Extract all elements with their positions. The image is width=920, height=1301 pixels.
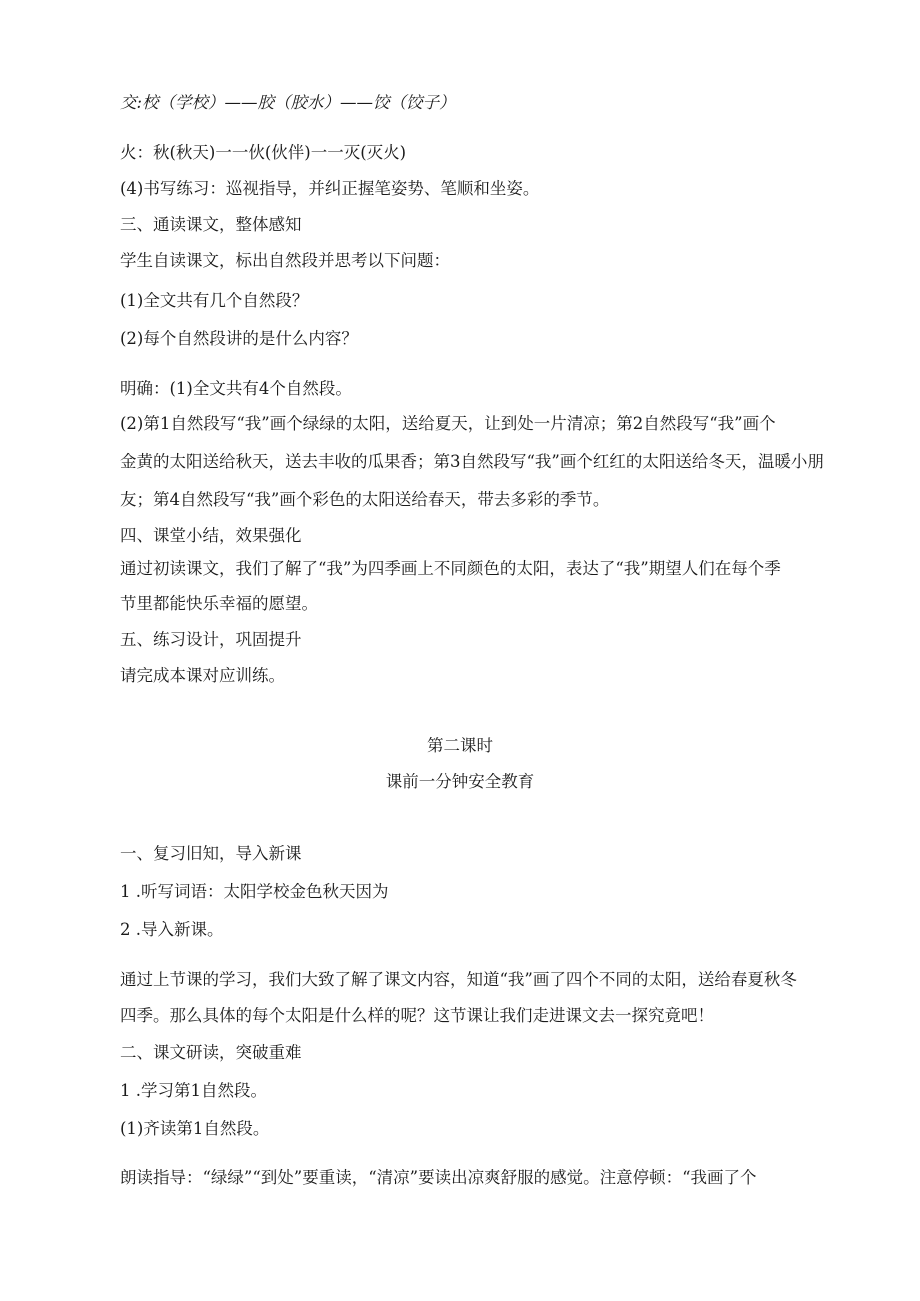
summary-line-2: 节里都能快乐幸福的愿望。 xyxy=(120,594,318,613)
answer-1: 明确：(1)全文共有4个自然段。 xyxy=(120,379,352,398)
section-heading-2: 二、课文研读，突破重难 xyxy=(120,1043,302,1062)
lesson-subtitle: 课前一分钟安全教育 xyxy=(385,772,535,791)
section-heading-5: 五、练习设计，巩固提升 xyxy=(120,630,302,649)
list-item-1: 1 .听写词语：太阳学校金色秋天因为 xyxy=(120,882,389,901)
intro-line-1: 通过上节课的学习，我们大致了解了课文内容，知道“我”画了四个不同的太阳，送给春夏秋冬 xyxy=(120,970,797,989)
word-family-jiao: 交:校（学校）——胶（胶水）——饺（饺子） xyxy=(120,93,456,112)
paragraph: 学生自读课文，标出自然段并思考以下问题： xyxy=(120,251,450,270)
lesson-title: 第二课时 xyxy=(427,736,493,755)
list-item-2: 2 .导入新课。 xyxy=(120,920,224,939)
summary-line-1: 通过初读课文，我们了解了“我”为四季画上不同颜色的太阳，表达了“我”期望人们在每个季 xyxy=(120,559,781,578)
question-1: (1)全文共有几个自然段？ xyxy=(120,291,309,310)
answer-2-line-3: 友；第4自然段写“我”画个彩色的太阳送给春天，带去多彩的季节。 xyxy=(120,490,610,509)
intro-line-2: 四季。那么具体的每个太阳是什么样的呢？这节课让我们走进课文去一探究竟吧！ xyxy=(120,1006,714,1025)
list-item-1: 1 .学习第1自然段。 xyxy=(120,1081,267,1100)
writing-practice-step: (4)书写练习：巡视指导，并纠正握笔姿势、笔顺和坐姿。 xyxy=(120,179,540,198)
question-2: (2)每个自然段讲的是什么内容？ xyxy=(120,329,358,348)
section-heading-3: 三、通读课文，整体感知 xyxy=(120,215,302,234)
answer-2-line-2: 金黄的太阳送给秋天，送去丰收的瓜果香；第3自然段写“我”画个红红的太阳送给冬天，温暖小朋 xyxy=(120,452,824,471)
sub-item-1: (1)齐读第1自然段。 xyxy=(120,1119,270,1138)
answer-2-line-1: (2)第1自然段写“我”画个绿绿的太阳，送给夏天，让到处一片清凉；第2自然段写“我”画个 xyxy=(120,414,776,433)
paragraph: 请完成本课对应训练。 xyxy=(120,666,285,685)
section-heading-4: 四、课堂小结，效果强化 xyxy=(120,526,302,545)
reading-guidance: 朗读指导：“绿绿”“到处”要重读，“清凉”要读出凉爽舒服的感觉。注意停顿：“我画了个 xyxy=(120,1168,757,1187)
section-heading-1: 一、复习旧知，导入新课 xyxy=(120,844,302,863)
word-family-huo: 火：秋(秋天)一一伙(伙伴)一一灭(灭火) xyxy=(120,143,407,162)
